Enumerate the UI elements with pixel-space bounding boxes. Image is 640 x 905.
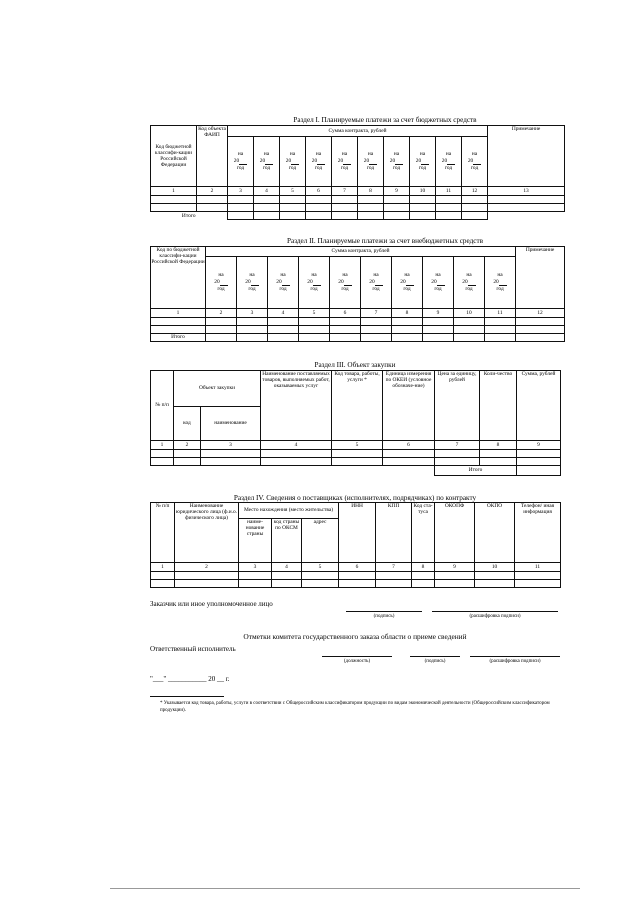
s3-col-num: 6: [383, 441, 435, 450]
s3-data-row: [151, 450, 561, 458]
s4-col-num: 4: [272, 563, 302, 572]
executor-decode-line: [470, 656, 560, 657]
customer-label: Заказчик или иное уполномоченное лицо: [150, 600, 273, 608]
s2-data-row: [151, 326, 565, 334]
s2-year-cell: на 20 год: [392, 257, 423, 309]
customer-decode-caption: (расшифровка подписи): [469, 614, 521, 619]
s1-col-num: 13: [488, 187, 565, 196]
s3-col-num: 5: [332, 441, 383, 450]
s3-col-num: 7: [435, 441, 480, 450]
s2-year-cell: на 20 год: [206, 257, 237, 309]
s2-year-row: [151, 257, 565, 309]
s2-header-note: Примечание: [516, 247, 565, 309]
s2-year-cell: на 20 год: [330, 257, 361, 309]
customer-signature-caption: (подпись): [373, 614, 395, 619]
s3-col-num: 4: [261, 441, 332, 450]
s4-header-name: Наименование юридического лица (ф.и.о. физического лица): [175, 503, 239, 563]
s4-header-status: Код ста-туса: [412, 503, 435, 563]
s1-itogo-label: Итого: [151, 212, 228, 220]
s4-header-address: адрес: [302, 519, 339, 563]
s1-col-num: 2: [197, 187, 228, 196]
s4-header-location: Место нахождения (место жительства): [239, 503, 339, 519]
section3-title: Раздел III. Объект закупки: [314, 361, 396, 369]
s4-header-okopf: ОКОПФ: [435, 503, 475, 563]
s3-header-name: наименование: [201, 407, 261, 441]
s3-col-num: 8: [480, 441, 517, 450]
s1-col-num: 5: [280, 187, 306, 196]
s2-year-cell: на 20 год: [423, 257, 454, 309]
s1-col-num: 3: [228, 187, 254, 196]
s4-header-kpp: КПП: [376, 503, 412, 563]
s2-col-num: 11: [485, 309, 516, 318]
s1-year-cell: на 20 год: [384, 137, 410, 187]
s1-header-note: Примечание: [488, 126, 565, 187]
s1-number-row: [151, 187, 565, 196]
executor-label: Ответственный исполнитель: [150, 645, 236, 653]
s1-year-cell: на 20 год: [306, 137, 332, 187]
section3-table: [150, 370, 561, 476]
executor-decode-caption: (расшифровка подписи): [489, 659, 541, 664]
s4-data-row: [151, 572, 561, 580]
s2-col-num: 7: [361, 309, 392, 318]
s2-data-row: [151, 318, 565, 326]
section2-title: Раздел II. Планируемые платежи за счет внебюджетных средств: [287, 237, 483, 245]
s3-col-num: 2: [174, 441, 201, 450]
s2-col-num: 8: [392, 309, 423, 318]
s3-total-row: [151, 466, 561, 476]
committee-heading: Отметки комитета государственного заказа области о приеме сведений: [243, 632, 467, 641]
s3-number-row: [151, 441, 561, 450]
s4-header-phone: Телефон/ иная информация: [515, 503, 561, 563]
s3-header-code: код: [174, 407, 201, 441]
s2-col-num: 2: [206, 309, 237, 318]
s1-col-num: 7: [332, 187, 358, 196]
s3-header-goods-code: Код товара, работы, услуги *: [332, 371, 383, 441]
s4-col-num: 3: [239, 563, 272, 572]
s1-col-num: 12: [462, 187, 488, 196]
s4-col-num: 1: [151, 563, 175, 572]
scan-edge-line: [110, 888, 580, 889]
section1-title: Раздел I. Планируемые платежи за счет бюджетных средств: [293, 116, 477, 124]
s1-year-cell: на 20 год: [280, 137, 306, 187]
s1-year-cell: на 20 год: [254, 137, 280, 187]
s4-header-country-name: наиме-нование страны: [239, 519, 272, 563]
s3-col-num: 3: [201, 441, 261, 450]
s3-col-num: 1: [151, 441, 174, 450]
s2-col-num: 3: [237, 309, 268, 318]
date-line: "___" ___________ 20 __ г.: [150, 675, 230, 683]
s1-col-num: 10: [410, 187, 436, 196]
s3-header-price: Цена за единицу, рублей: [435, 371, 480, 441]
executor-signature-caption: (подпись): [424, 659, 446, 664]
s2-year-cell: на 20 год: [237, 257, 268, 309]
s1-col-num: 4: [254, 187, 280, 196]
s3-data-row: [151, 458, 561, 466]
s1-header-kbk: Код бюджетной классифи-кации Российской Федерации: [151, 126, 197, 187]
s1-header-sum: Сумма контракта, рублей: [228, 126, 488, 137]
s2-col-num: 6: [330, 309, 361, 318]
s2-year-cell: на 20 год: [485, 257, 516, 309]
s1-year-cell: на 20 год: [358, 137, 384, 187]
s3-col-num: 9: [517, 441, 561, 450]
s1-col-num: 6: [306, 187, 332, 196]
s2-col-num: 10: [454, 309, 485, 318]
s4-col-num: 2: [175, 563, 239, 572]
section2-table: [150, 246, 565, 342]
executor-position-line: [322, 656, 392, 657]
s1-year-cell: на 20 год: [462, 137, 488, 187]
executor-signature-line: [410, 656, 460, 657]
s3-header-object: Объект закупки: [174, 371, 261, 407]
s1-year-cell: на 20 год: [436, 137, 462, 187]
s2-year-cell: на 20 год: [361, 257, 392, 309]
s1-year-cell: на 20 год: [410, 137, 436, 187]
s1-col-num: 8: [358, 187, 384, 196]
section4-title: Раздел IV. Сведения о поставщиках (исполнителях, подрядчиках) по контракту: [233, 494, 477, 502]
s1-data-row: [151, 204, 565, 212]
s2-col-num: 5: [299, 309, 330, 318]
s1-col-num: 11: [436, 187, 462, 196]
s3-header-qty: Коли-чество: [480, 371, 517, 441]
s1-year-cell: на 20 год: [228, 137, 254, 187]
s1-total-row: [151, 212, 565, 220]
section4-table: [150, 502, 561, 588]
s2-number-row: [151, 309, 565, 318]
s2-itogo-label: Итого: [151, 334, 206, 342]
s4-header-country-code: код страны по ОКСМ: [272, 519, 302, 563]
s1-col-num: 1: [151, 187, 197, 196]
footnote-text: * Указывается код товара, работы, услуги в соответствии с Общероссийским классификатором продукции по видам экономической деятельности (Общероссийским классификатором продукции).: [160, 701, 550, 713]
s4-number-row: [151, 563, 561, 572]
s3-itogo-label: Итого: [435, 466, 517, 476]
executor-position-caption: (должность): [343, 659, 371, 664]
s2-col-num: 4: [268, 309, 299, 318]
s1-year-cell: на 20 год: [332, 137, 358, 187]
s4-col-num: 6: [339, 563, 376, 572]
s2-year-cell: на 20 год: [299, 257, 330, 309]
s4-header-no: № п/п: [151, 503, 175, 563]
s3-header-total: Сумма, рублей: [517, 371, 561, 441]
s1-data-row: [151, 196, 565, 204]
s2-col-num: 9: [423, 309, 454, 318]
s1-header-faip: Код объекта ФАИП: [197, 126, 228, 187]
s2-total-row: [151, 334, 565, 342]
s2-year-cell: на 20 год: [268, 257, 299, 309]
s4-header-inn: ИНН: [339, 503, 376, 563]
s2-col-num: 12: [516, 309, 565, 318]
s4-col-num: 5: [302, 563, 339, 572]
s1-col-num: 9: [384, 187, 410, 196]
s4-header-okpo: ОКПО: [475, 503, 515, 563]
s4-col-num: 8: [412, 563, 435, 572]
s3-header-no: № п/п: [151, 371, 174, 441]
s3-header-unit: Единица измерения по ОКЕИ (условное обозначе-ние): [383, 371, 435, 441]
s2-header-kbk: Код по бюджетной классифи-кации Российской Федерации: [151, 247, 206, 309]
s4-col-num: 9: [435, 563, 475, 572]
customer-signature-line: [346, 611, 422, 612]
s4-col-num: 11: [515, 563, 561, 572]
section1-table: [150, 125, 565, 220]
customer-decode-line: [432, 611, 558, 612]
s4-col-num: 7: [376, 563, 412, 572]
s2-year-cell: на 20 год: [454, 257, 485, 309]
s2-col-num: 1: [151, 309, 206, 318]
footnote-separator: [150, 696, 224, 697]
s2-header-sum: Сумма контракта, рублей: [206, 247, 516, 257]
s4-data-row: [151, 580, 561, 588]
s3-header-goods: Наименование поставляемых товаров, выполняемых работ, оказываемых услуг: [261, 371, 332, 441]
s4-col-num: 10: [475, 563, 515, 572]
